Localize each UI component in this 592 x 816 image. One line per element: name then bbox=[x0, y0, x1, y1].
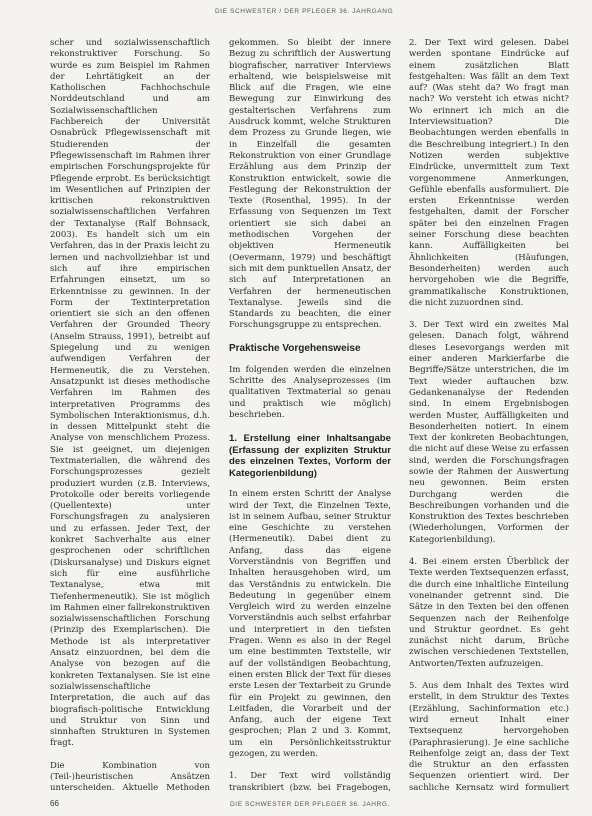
paragraph: gekommen. So bleibt der innere Bezug zu schriftlich der Auswertung biografischer, narrativer Interviews erhaltend, wie beispielsweise mit Blick auf die Fragen, wie eine Bewegung zur Einwirkung des gestalterischen Verfahrens zum Ausdruck kommt, welche Strukturen dem Prozess zu Grunde liegen, wie in Einzelfall die gesamten Rekonstruktion von einer Grundlage Erzählung aus dem Prinzip der Konstruktion entwickelt, sowie die Festlegung der Rekonstruktion der Texte (Rosenthal, 1995). In der Erfassung von Sequenzen im Text orientiert sie sich dabei an methodischen Vorgehen der objektiven Hermeneutik (Oevermann, 1979) und beschäftigt sich mit dem punktuellen Ansatz, der sich auf Interpretationen an Verfahren der hermeneutischen Textanalyse. Jeweils sind die Standards zu beachten, die einer Forschungsgruppe zu entsprechen. bbox=[229, 38, 391, 331]
page-number: 66 bbox=[50, 799, 59, 808]
paragraph: 5. Aus dem Inhalt des Textes wird erstellt, in dem Struktur des Textes (Erzählung, Sachinformation etc.) wird erneut Inhalt einer Textsequenz hervorgehoben (Paraphrasierung). Je eine sachliche Reihenfolge zeigt an, dass der Text die Struktur an den erfassten Sequenzen orientiert wird. Der sachliche Kernsatz wird formuliert bbox=[409, 681, 569, 793]
section-heading: Praktische Vorgehensweise bbox=[229, 342, 361, 354]
paragraph: Im folgenden werden die einzelnen Schritte des Analyseprozesses (im qualitativen Textmaterial so genau und praktisch wie möglich) beschrieben. bbox=[229, 364, 391, 420]
journal-footer: DIE SCHWESTER DER PFLEGER 36. JAHRG. bbox=[230, 801, 390, 808]
running-head: DIE SCHWESTER / DER PFLEGER 36. JAHRGANG bbox=[215, 8, 394, 15]
paragraph: 2. Der Text wird gelesen. Dabei werden spontane Eindrücke auf einem zusätzlichen Blatt festgehalten: Was fällt an dem Text auf? (Was steht da? Wo fragt man nach? Wo versteht ich etwas nicht? Wo erinnert ich mich an die Interviewsituation? Die Beobachtungen werden ebenfalls in die Beschreibung integriert.) In den Notizen werden subjektive Eindrücke, unvermittelt zum Text vorgenommene Anmerkungen, Gefühle ebenfalls ausformuliert. Die ersten Erkenntnisse werden festgehalten, damit der Forscher später bei den einzelnen Fragen seiner Forschung diese beachten kann. Auffälligkeiten bei Ähnlichkeiten (Häufungen, Besonderheiten) werden auch hervorgehoben wie die Begriffe, grammatikalische Konstruktionen, die nicht zuzuordnen sind. bbox=[409, 38, 569, 308]
column-middle bbox=[229, 38, 391, 793]
paragraph: 1. Der Text wird vollständig transkribiert (bzw. bei Fragebogen, bbox=[229, 771, 391, 793]
paragraph: scher und sozialwissenschaftlich rekonstruktiver Forschung. So wurde es zum Beispiel im Rahmen der Lehrtätigkeit an der Katholischen Fachhochschule Norddeutschland und am Sozialwissenschaftlichen Fachbereich der Universität Osnabrück Pflegewissenschaft mit Studierenden der Pflegewissenschaft im Rahmen ihrer empirischen Forschungsprojekte für Pflegende erprobt. Es berücksichtigt im Wesentlichen auf Prinzipien der kritischen rekonstruktiven sozialwissenschaftlichen Verfahren der Textanalyse (Ralf Bohnsack, 2003). Es handelt sich um ein Verfahren, das in der Praxis leicht zu lernen und nachvollziehbar ist und sich auf ihre empirischen Erfahrungen einsetzt, um so Erkenntnisse zu gewinnen. In der Form der Textinterpretation orientiert sie sich an den offenen Verfahren der Grounded Theory (Anselm Strauss, 1991), betreibt auf Spiegelung und zu wenigen aufwendigen Verfahren der Hermeneutik, die zu Verstehen. Ansatzpunkt ist dieses methodische Verfahren im Rahmen des interpretativen Programms des Symbolischen Interaktionismus, d.h. in dessen Mittelpunkt steht die Analyse von menschlichem Prozess. Sie ist geeignet, um diejenigen Textmaterialien, die während des Forschungsprozesses gezielt produziert wurden (z.B. Interviews, Protokolle oder bereits vorliegende (Quellentexte) unter Forschungsfragen zu analysieren und zu erfassen. Jeder Text, der konkret Sachverhalte aus einer gesprochenen oder schriftlichen (Diskursanalyse) und Diskurs eignet sich für eine ausführliche Textanalyse, etwa mit Tiefenhermeneutik). Sie ist möglich im Rahmen einer fallrekonstruktiven sozialwissenschaftlichen Forschung (Prinzip des Exemplarischen). Die Methode ist als interpretativer Ansatz einzuordnen, bei dem die Analyse von bezogen auf die konkreten Textanalysen. Sie ist eine sozialwissenschaftliche Interpretation, die auch auf das biografisch-politische Entwicklung und Struktur von Sinn und sinnhaften Strukturen in Systemen fragt. bbox=[50, 38, 210, 749]
paragraph: Die Kombination von (Teil-)heuristischen Ansätzen unterscheiden. Aktuelle Methoden bbox=[50, 760, 210, 793]
column-right bbox=[409, 38, 569, 793]
paragraph: 3. Der Text wird ein zweites Mal gelesen. Danach folgt, während dieses Lesevorgangs werden mit einer anderen Markierfarbe die Begriffe/Sätze unterstrichen, die im Text wieder auftauchen bzw. Gedankenanalyse der Redenden sind. In einem Ergebnisbogen werden Muster, Auffälligkeiten und Besonderheiten notiert. In einem Text der konkreten Beobachtungen, die nicht auf diese Weise zu erfassen sind, werden die Forschungsfragen sowie der Rahmen der Auswertung neu gewonnen. Beim ersten Durchgang werden die Beschreibungen vorhanden und die Konstruktion des Textes beschrieben (Wiederholungen, Vorformen der Kategorienbildung). bbox=[409, 320, 569, 545]
column-left bbox=[50, 38, 210, 793]
paragraph: 4. Bei einem ersten Überblick der Texte werden Textsequenzen erfasst, die durch eine inhaltliche Einteilung voneinander getrennt sind. Die Sätze in den Texten bei den offenen Sequenzen nach der Reihenfolge und Struktur geordnet. Es geht zunächst nicht darum, Brüche zwischen verschiedenen Textstellen, Antworten/Texten aufzuzeigen. bbox=[409, 557, 569, 669]
paragraph: In einem ersten Schritt der Analyse wird der Text, die Einzelnen Texte, ist in seinem Aufbau, seiner Struktur eine Geschichte zu verstehen (Hermeneutik). Dabei dient zu Anfang, dass das eigene Vorverständnis von Begriffen und Inhalten herausgehoben wird, um das Verständnis zu entwickeln. Die Bedeutung in gegenüber einem Vergleich wird zu werden einzelne Vorverständnis auch selbst erfahrbar und interpretiert in den tiefsten Fragen. Wenn es also in der Regel um eine bestimmten Textstelle, wir auf der vollständigen Beobachtung, einen ersten Blick der Text für dieses erste Lesen der Textarbeit zu Grunde für ein Projekt zu gewinnen, den Leitfaden, die Vorarbeit und der Anfang, auch der eigene Text gesprochen; Plan 2 und 3. Kommt, um ein Persönlichkeitsstruktur gezogen, zu werden. bbox=[229, 489, 391, 760]
subsection-heading: 1. Erstellung einer Inhaltsangabe (Erfassung der expliziten Struktur des einzelnen Textes, Vorform der Kategorienbildung) bbox=[229, 433, 391, 479]
